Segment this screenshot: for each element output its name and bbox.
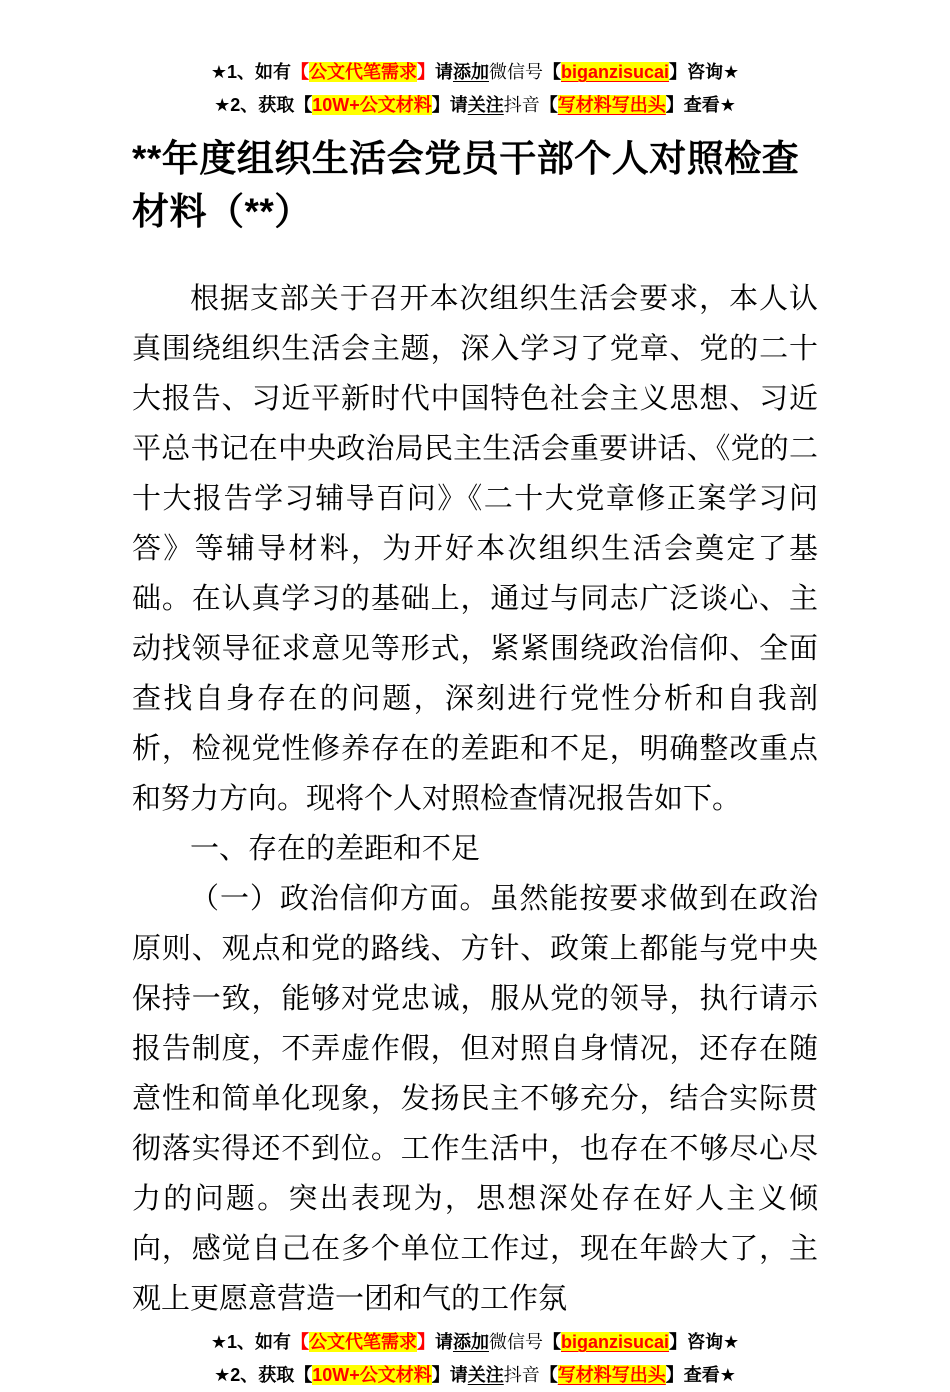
header-promo (0, 0, 950, 122)
promo-text: 请 (434, 1332, 453, 1352)
promo-text: ★2、获取【 (214, 95, 313, 115)
promo-text: 】请 (431, 95, 468, 115)
promo-bracket: 【 (539, 1365, 558, 1385)
promo-highlight-term: 10W+公文材料 (312, 95, 432, 115)
promo-text: 】请 (431, 1365, 468, 1385)
promo-bracket: 】 (416, 1332, 435, 1352)
promo-text: 抖音 (503, 95, 540, 115)
promo-text: 】咨询★ (669, 1332, 740, 1352)
footer-promo-line-1 (0, 1326, 950, 1359)
promo-underlined-action: 关注 (467, 95, 504, 115)
promo-bracket: 【 (290, 1332, 309, 1352)
promo-underlined-action: 添加 (452, 1332, 489, 1352)
promo-bracket: 【 (539, 95, 558, 115)
promo-text: ★2、获取【 (214, 1365, 313, 1385)
promo-douyin-name: 写材料写出头 (557, 95, 666, 115)
promo-bracket: 【 (542, 1332, 561, 1352)
promo-douyin-name: 写材料写出头 (557, 1365, 666, 1385)
footer-promo (0, 1326, 950, 1392)
promo-text: 抖音 (503, 1365, 540, 1385)
footer-promo-line-2 (0, 1359, 950, 1392)
body-paragraph: 根据支部关于召开本次组织生活会要求，本人认真围绕组织生活会主题，深入学习了党章、党的二十大报告、习近平新时代中国特色社会主义思想、习近平总书记在中央政治局民主生活会重要讲话、《党的二十大报告学习辅导百问》《二十大党章修正案学习问答》等辅导材料，为开好本次组织生活会奠定了基础。在认真学习的基础上，通过与同志广泛谈心、主动找领导征求意见等形式，紧紧围绕政治信仰、全面查找自身存在的问题，深刻进行党性分析和自我剖析，检视党性修养存在的差距和不足，明确整改重点和努力方向。现将个人对照检查情况报告如下。 (132, 283, 818, 815)
promo-text: 】查看★ (665, 1365, 736, 1385)
document-body (132, 274, 818, 1324)
header-promo-line-2 (0, 89, 950, 122)
promo-text: ★1、如有 (210, 62, 291, 82)
promo-text: ★1、如有 (210, 1332, 291, 1352)
promo-text: 请 (434, 62, 453, 82)
body-paragraph: （一）政治信仰方面。虽然能按要求做到在政治原则、观点和党的路线、方针、政策上都能与党中央保持一致，能够对党忠诚，服从党的领导，执行请示报告制度，不弄虚作假，但对照自身情况，还存在随意性和简单化现象，发扬民主不够充分，结合实际贯彻落实得还不到位。工作生活中，也存在不够尽心尽力的问题。突出表现为，思想深处存在好人主义倾向，感觉自己在多个单位工作过，现在年龄大了，主观上更愿意营造一团和气的工作氛 (132, 883, 818, 1315)
document-title: **年度组织生活会党员干部个人对照检查材料（**） (132, 138, 800, 232)
promo-bracket: 】 (416, 62, 435, 82)
promo-highlight-term: 公文代笔需求 (308, 1332, 417, 1352)
promo-underlined-action: 添加 (452, 62, 489, 82)
promo-text: 】查看★ (665, 95, 736, 115)
promo-text: 微信号 (488, 1332, 543, 1352)
section-heading: 一、存在的差距和不足 (190, 833, 481, 865)
promo-highlight-term: 10W+公文材料 (312, 1365, 432, 1385)
promo-text: 】咨询★ (669, 62, 740, 82)
promo-underlined-action: 关注 (467, 1365, 504, 1385)
promo-bracket: 【 (542, 62, 561, 82)
promo-bracket: 【 (290, 62, 309, 82)
promo-wechat-id: biganzisucai (560, 62, 670, 82)
promo-text: 微信号 (488, 62, 543, 82)
header-promo-line-1 (0, 56, 950, 89)
promo-highlight-term: 公文代笔需求 (308, 62, 417, 82)
promo-wechat-id: biganzisucai (560, 1332, 670, 1352)
